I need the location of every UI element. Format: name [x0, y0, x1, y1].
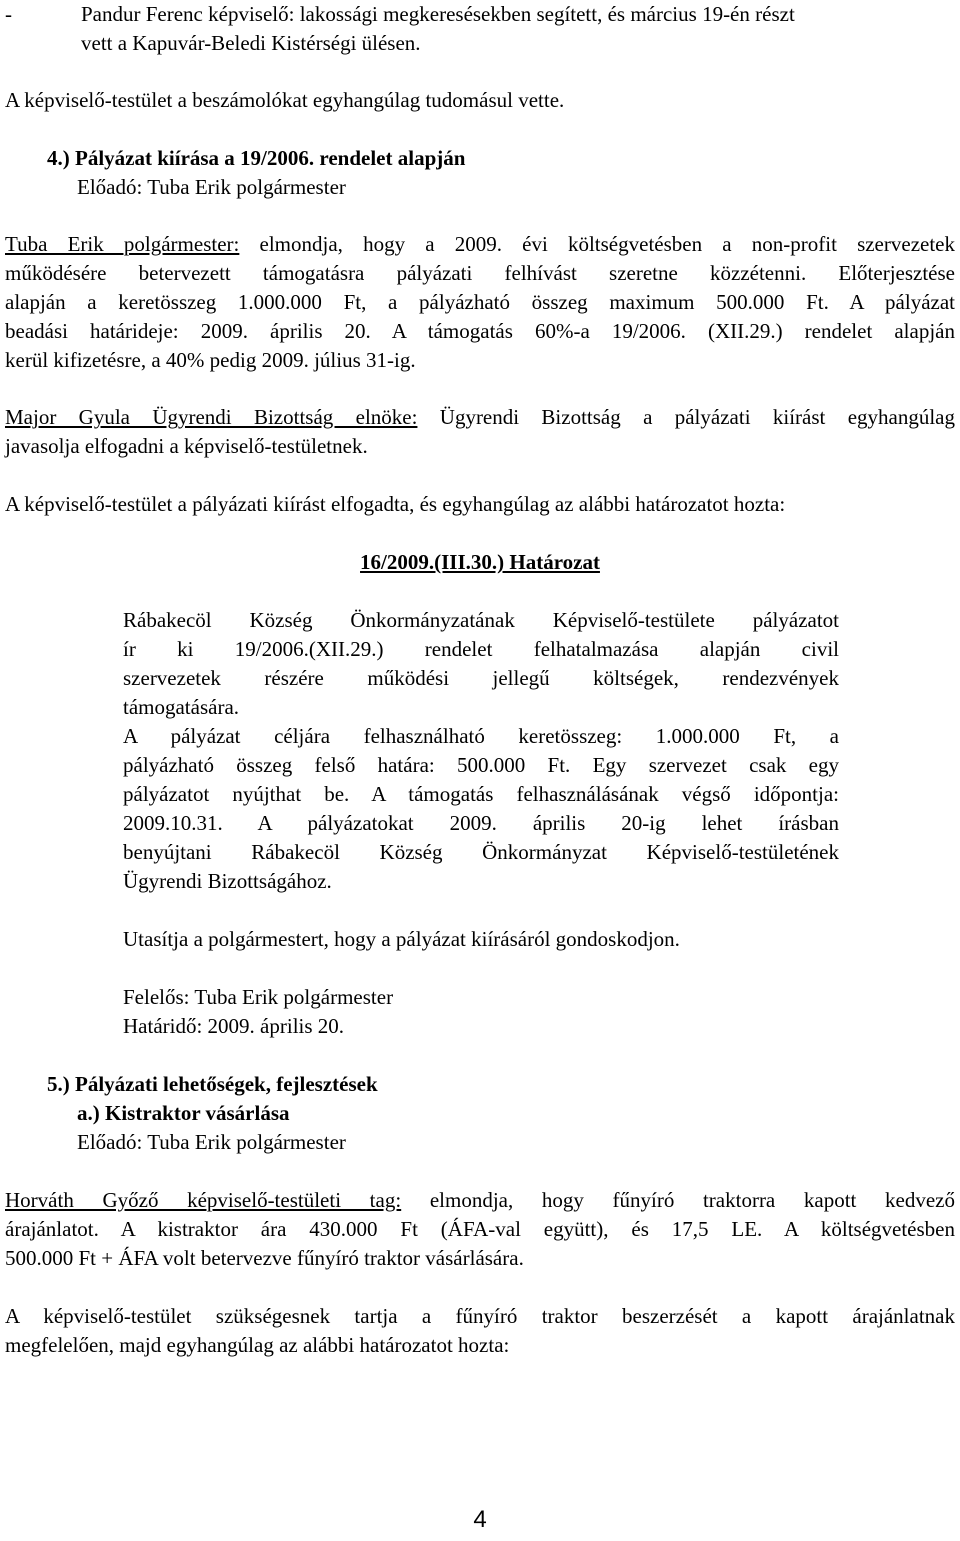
pandur-line-1	[5, 0, 955, 29]
committee-line-2: javasolja elfogadni a képviselő-testületnek.	[5, 434, 368, 458]
item4-presenter: Előadó: Tuba Erik polgármester	[77, 175, 346, 199]
resolution-body	[123, 606, 839, 896]
resolution-line-1: Rábakecöl Község Önkormányzatának Képviselő-testülete pályázatot	[123, 608, 839, 632]
paragraph-committee	[5, 403, 955, 461]
item4-heading	[47, 144, 960, 202]
resolution-line-10: Ügyrendi Bizottságához.	[123, 869, 332, 893]
resolution-line-8: 2009.10.31. A pályázatokat 2009. április 20-ig lehet írásban	[123, 811, 839, 835]
horvath-line-1	[5, 1186, 955, 1215]
resolution-line-5: A pályázat céljára felhasználható keretösszeg: 1.000.000 Ft, a	[123, 724, 839, 748]
pandur-line-2: vett a Kapuvár-Beledi Kistérségi ülésen.	[81, 31, 421, 55]
mayor-line-1	[5, 230, 955, 259]
paragraph-mayor	[5, 230, 955, 375]
horvath-text-1: elmondja, hogy fűnyíró traktorra kapott kedvező	[401, 1188, 955, 1212]
resolution-instruction: Utasítja a polgármestert, hogy a pályázat kiírásáról gondoskodjon.	[123, 927, 680, 951]
page-number: 4	[473, 1506, 487, 1533]
resolution-deadline: Határidő: 2009. április 20.	[123, 1014, 345, 1038]
item5-presenter: Előadó: Tuba Erik polgármester	[77, 1130, 346, 1154]
resolution-title: 16/2009.(III.30.) Határozat	[360, 550, 600, 574]
mayor-line-3: alapján a keretösszeg 1.000.000 Ft, a pályázható összeg maximum 500.000 Ft. A pályázat	[5, 290, 955, 314]
horvath-line-2: árajánlatot. A kistraktor ára 430.000 Ft (ÁFA-val együtt), és 17,5 LE. A költségvetésben	[5, 1217, 955, 1241]
paragraph-decision	[5, 1302, 955, 1360]
mayor-line-2: működésére betervezett támogatásra pályázati felhívást szeretne közzétenni. Előterjesztése	[5, 261, 955, 285]
resolution-line-7: pályázatot nyújthat be. A támogatás felhasználásának végső időpontja:	[123, 782, 839, 806]
horvath-line-3: 500.000 Ft + ÁFA volt betervezve fűnyíró traktor vásárlására.	[5, 1246, 524, 1270]
resolution-line-2: ír ki 19/2006.(XII.29.) rendelet felhatalmazása alapján civil	[123, 637, 839, 661]
committee-text-1: Ügyrendi Bizottság a pályázati kiírást egyhangúlag	[417, 405, 955, 429]
mayor-speaker: Tuba Erik polgármester:	[5, 232, 240, 256]
paragraph-horvath	[5, 1186, 955, 1273]
decision-line-1: A képviselő-testület szükségesnek tartja a fűnyíró traktor beszerzését a kapott árajánlatnak	[5, 1304, 955, 1328]
item5-heading	[47, 1070, 960, 1157]
committee-line-1	[5, 403, 955, 432]
mayor-line-4: beadási határideje: 2009. április 20. A támogatás 60%-a 19/2006. (XII.29.) rendelet alapján	[5, 319, 955, 343]
horvath-speaker: Horváth Győző képviselő-testületi tag:	[5, 1188, 402, 1212]
pandur-text-1: Pandur Ferenc képviselő: lakossági megkeresésekben segített, és március 19-én részt	[81, 2, 795, 26]
committee-speaker: Major Gyula Ügyrendi Bizottság elnöke:	[5, 405, 418, 429]
paragraph-report-accepted: A képviselő-testület a beszámolókat egyhangúlag tudomásul vette.	[5, 88, 565, 112]
resolution-responsibility	[123, 983, 839, 1041]
resolution-responsible: Felelős: Tuba Erik polgármester	[123, 985, 394, 1009]
item4-title: 4.) Pályázat kiírása a 19/2006. rendelet alapján	[47, 146, 466, 170]
paragraph-pandur	[5, 0, 955, 58]
item5-subtitle: a.) Kistraktor vásárlása	[77, 1101, 290, 1125]
resolution-line-3: szervezetek részére működési jellegű költségek, rendezvények	[123, 666, 839, 690]
decision-line-2: megfelelően, majd egyhangúlag az alábbi határozatot hozta:	[5, 1333, 510, 1357]
mayor-text-1: elmondja, hogy a 2009. évi költségvetésben a non-profit szervezetek	[239, 232, 955, 256]
resolution-line-9: benyújtani Rábakecöl Község Önkormányzat Képviselő-testületének	[123, 840, 839, 864]
item5-title: 5.) Pályázati lehetőségek, fejlesztések	[47, 1072, 378, 1096]
resolution-line-6: pályázható összeg felső határa: 500.000 Ft. Egy szervezet csak egy	[123, 753, 839, 777]
list-dash: -	[5, 2, 12, 26]
paragraph-accepted: A képviselő-testület a pályázati kiírást elfogadta, és egyhangúlag az alábbi határozatot hozta:	[5, 492, 786, 516]
mayor-line-5: kerül kifizetésre, a 40% pedig 2009. július 31-ig.	[5, 348, 416, 372]
resolution-line-4: támogatására.	[123, 695, 240, 719]
